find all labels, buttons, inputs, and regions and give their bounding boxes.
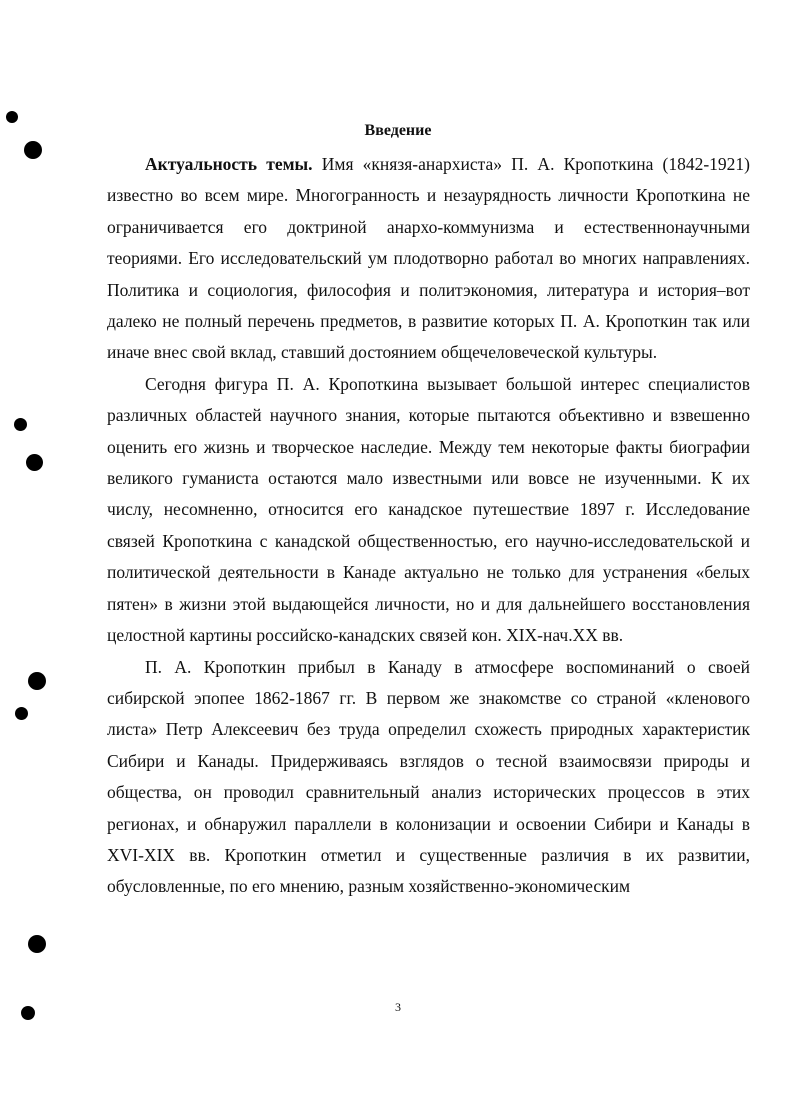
punch-hole-mark	[14, 418, 27, 431]
punch-hole-mark	[26, 454, 43, 471]
paragraph-relevance	[107, 149, 750, 369]
paragraph-text: Имя «князя-анархиста» П. А. Кропоткина (1842-1921) известно во всем мире. Многогранность и незаурядность личности Кропоткина не ограничивается его доктриной анархо-коммунизма и естественнонаучными теориями. Его исследовательский ум плодотворно работал во многих направлениях. Политика и социология, философия и политэкономия, литература и история–вот далеко не полный перечень предметов, в развитие которых П. А. Кропоткин так или иначе внес свой вклад, ставший достоянием общечеловеческой культуры.	[107, 154, 751, 363]
paragraph-figure: Сегодня фигура П. А. Кропоткина вызывает большой интерес специалистов различных областей научного знания, которые пытаются объективно и взвешенно оценить его жизнь и творческое наследие. Между тем некоторые факты биографии великого гуманиста остаются мало известными или вовсе не изученными. К их числу, несомненно, относится его канадское путешествие 1897 г. Исследование связей Кропоткина с канадской общественностью, его научно-исследовательской и политической деятельности в Канаде актуально не только для устранения «белых пятен» в жизни этой выдающейся личности, но и для дальнейшего восстановления целостной картины российско-канадских связей кон. XIX-нач.XX вв.	[107, 373, 750, 646]
paragraph-arrival: П. А. Кропоткин прибыл в Канаду в атмосфере воспоминаний о своей сибирской эпопее 1862-1867 гг. В первом же знакомстве со страной «кленового листа» Петр Алексеевич без труда определил схожесть природных характеристик Сибири и Канады. Придерживаясь взглядов о тесной взаимосвязи природы и общества, он проводил сравнительный анализ исторических процессов в этих регионах, и обнаружил параллели в колонизации и освоении Сибири и Канады в XVI-XIX вв. Кропоткин отметил и существенные различия в их развитии, обусловленные, по его мнению, разным хозяйственно-экономическим	[107, 656, 750, 897]
paragraph-lead: Актуальность темы.	[145, 154, 313, 174]
body-text	[107, 149, 750, 903]
punch-hole-mark	[24, 141, 42, 159]
page-number: 3	[395, 1000, 401, 1014]
section-heading: Введение	[364, 122, 432, 139]
punch-hole-mark	[28, 935, 46, 953]
punch-hole-mark	[28, 672, 46, 690]
punch-hole-mark	[15, 707, 28, 720]
